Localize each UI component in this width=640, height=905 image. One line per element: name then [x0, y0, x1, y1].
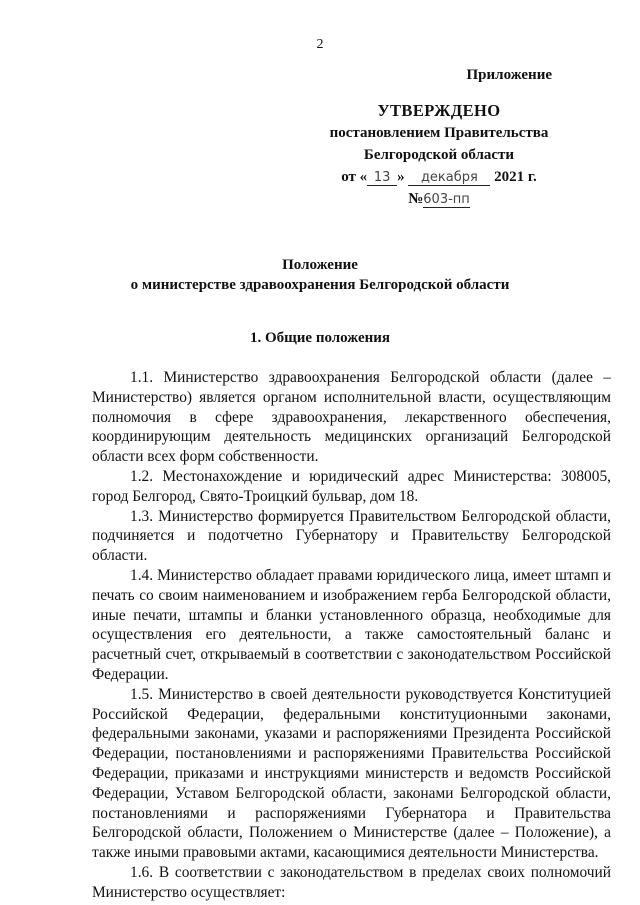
- document-title: [60, 255, 580, 295]
- date-line: [324, 166, 554, 188]
- paragraph-1-5: 1.5. Министерство в своей деятельности руководствуется Конституцией Российской Федерации, федеральными конституционными законами, федеральными законами, указами и распоряжениями Президента Российской Федерации, постановлениями и распоряжениями Правительства Российской Федерации, приказами и инструкциями министерств и ведомств Российской Федерации, Уставом Белгородской области, законами Белгородской области, постановлениями и распоряжениями Губернатора и Правительства Белгородской области, Положением о Министерстве (далее – Положение), а также иными правовыми актами, касающимися деятельности Министерства.: [92, 685, 611, 862]
- paragraph-1-6: 1.6. В соответствии с законодательством в пределах своих полномочий Министерство осуществляет:: [92, 863, 611, 901]
- title-line-2: о министерстве здравоохранения Белгородской области: [130, 277, 510, 293]
- paragraph-1-3: 1.3. Министерство формируется Правительством Белгородской области, подчиняется и подотчетно Губернатору и Правительству Белгородской области.: [92, 507, 611, 565]
- date-day: 13: [367, 170, 397, 186]
- number-line: [324, 188, 554, 210]
- date-prefix: от «: [341, 169, 368, 185]
- approved-heading: УТВЕРЖДЕНО: [377, 101, 501, 120]
- document-body: [92, 368, 611, 903]
- appendix-label: Приложение: [466, 67, 552, 83]
- section-heading: 1. Общие положения: [249, 330, 391, 346]
- resolution-number: 603-пп: [423, 192, 470, 207]
- approval-block: [324, 100, 554, 210]
- date-mid: »: [397, 169, 405, 185]
- paragraph-1-4: 1.4. Министерство обладает правами юридического лица, имеет штамп и печать со своим наименованием и изображением герба Белгородской области, иные печати, штампы и бланки установленного образца, необходимые для осуществления его деятельности, а также самостоятельный баланс и расчетный счет, открываемый в соответствии с законодательством Российской Федерации.: [92, 566, 611, 683]
- date-year: 2021 г.: [494, 169, 537, 185]
- number-prefix: №: [408, 191, 424, 207]
- region-line: Белгородской области: [363, 147, 515, 163]
- page-number: 2: [316, 37, 324, 52]
- paragraph-1-1: 1.1. Министерство здравоохранения Белгородской области (далее – Министерство) является органом исполнительной власти, осуществляющим полномочия в сфере здравоохранения, лекарственного обеспечения, координирующим деятельность медицинских организаций Белгородской области всех форм собственности.: [92, 369, 611, 466]
- resolution-line: постановлением Правительства: [329, 125, 549, 141]
- paragraph-1-2: 1.2. Местонахождение и юридический адрес Министерства: 308005, город Белгород, Свято-Троицкий бульвар, дом 18.: [92, 467, 611, 505]
- title-line-1: Положение: [282, 257, 358, 273]
- date-month: декабря: [408, 170, 490, 186]
